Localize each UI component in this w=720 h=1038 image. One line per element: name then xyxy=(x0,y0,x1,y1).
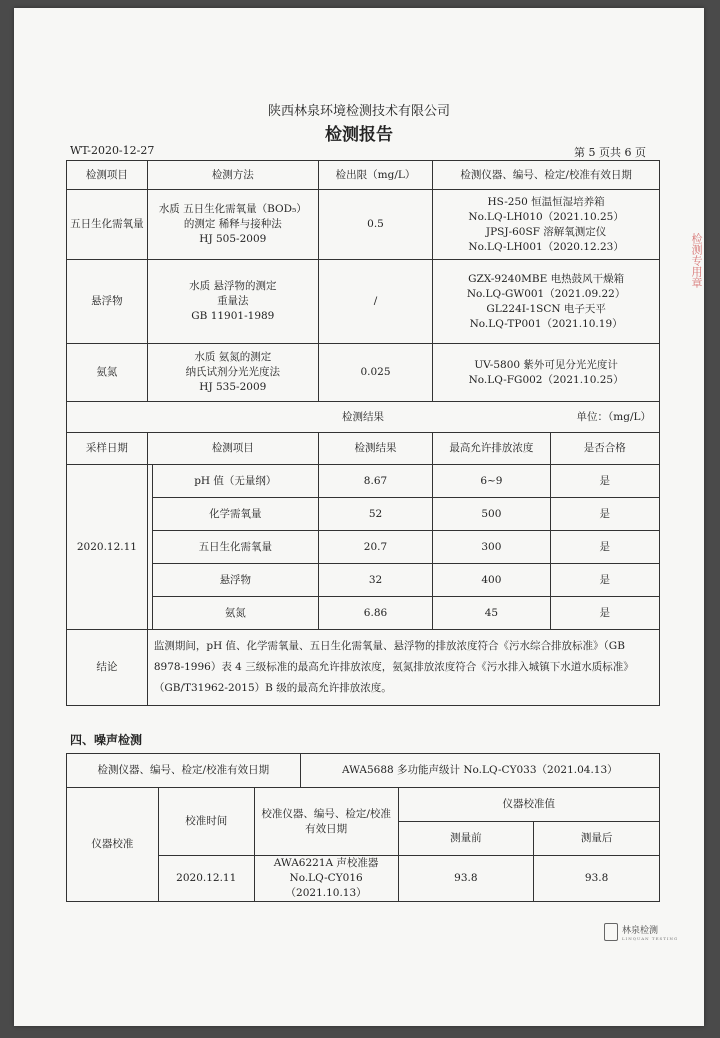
results-header-value: 检测结果 xyxy=(318,433,432,465)
result-value: 52 xyxy=(318,498,432,531)
methods-header-item: 检测项目 xyxy=(67,161,148,190)
seal-stamp: 检测专用章 xyxy=(690,233,703,288)
results-unit: 单位：（mg/L） xyxy=(576,411,651,423)
result-pass: 是 xyxy=(550,465,659,498)
logo-name: 林泉检测 xyxy=(622,926,659,936)
methods-header-limit: 检出限（mg/L） xyxy=(318,161,432,190)
document-page xyxy=(14,8,704,1026)
result-value: 32 xyxy=(318,564,432,597)
result-pass: 是 xyxy=(550,564,659,597)
result-item: 五日生化需氧量 xyxy=(152,531,318,564)
conclusion-label: 结论 xyxy=(67,630,148,706)
page-number: 第 5 页共 6 页 xyxy=(574,146,646,159)
result-item: 悬浮物 xyxy=(152,564,318,597)
calib-inst-label: 校准仪器、编号、检定/校准有效日期 xyxy=(254,788,398,856)
report-number: WT-2020-12-27 xyxy=(70,144,155,157)
result-limit: 6~9 xyxy=(433,465,550,498)
results-header-item: 检测项目 xyxy=(147,433,318,465)
logo-icon xyxy=(604,923,618,941)
result-pass: 是 xyxy=(550,498,659,531)
company-logo xyxy=(604,923,678,941)
conclusion-text: 监测期间，pH 值、化学需氧量、五日生化需氧量、悬浮物的排放浓度符合《污水综合排放标准》（GB 8978-1996）表 4 三级标准的最高允许排放浓度，氨氮排放浓度符合《污水排入城镇下水道水质标准》（GB/T31962-2015）B 级的最高允许排放浓度。 xyxy=(147,630,659,706)
result-item: pH 值（无量纲） xyxy=(152,465,318,498)
calib-instrument: AWA6221A 声校准器 No.LQ-CY016 （2021.10.13） xyxy=(254,856,398,902)
calib-time: 2020.12.11 xyxy=(158,856,254,902)
method-limit: 0.025 xyxy=(318,344,432,402)
calib-label: 仪器校准 xyxy=(67,788,159,902)
method-item: 氨氮 xyxy=(67,344,148,402)
noise-inst-label: 检测仪器、编号、检定/校准有效日期 xyxy=(67,754,301,788)
methods-results-table xyxy=(66,160,660,706)
before-label: 测量前 xyxy=(398,822,534,856)
calib-before: 93.8 xyxy=(398,856,534,902)
calib-value-label: 仪器校准值 xyxy=(398,788,659,822)
methods-header-instrument: 检测仪器、编号、检定/校准有效日期 xyxy=(433,161,660,190)
noise-inst-value: AWA5688 多功能声级计 No.LQ-CY033（2021.04.13） xyxy=(300,754,659,788)
after-label: 测量后 xyxy=(534,822,660,856)
result-value: 6.86 xyxy=(318,597,432,630)
result-limit: 500 xyxy=(433,498,550,531)
calib-time-label: 校准时间 xyxy=(158,788,254,856)
result-limit: 300 xyxy=(433,531,550,564)
method-item: 五日生化需氧量 xyxy=(67,190,148,260)
method-desc: 水质 五日生化需氧量（BOD₅） 的测定 稀释与接种法 HJ 505-2009 xyxy=(147,190,318,260)
method-desc: 水质 悬浮物的测定 重量法 GB 11901-1989 xyxy=(147,260,318,344)
method-limit: 0.5 xyxy=(318,190,432,260)
results-title: 检测结果 xyxy=(342,410,384,423)
result-pass: 是 xyxy=(550,597,659,630)
logo-subtitle: LINQUAN TESTING xyxy=(622,936,679,941)
method-instrument: UV-5800 紫外可见分光光度计 No.LQ-FG002（2021.10.25） xyxy=(433,344,660,402)
noise-table xyxy=(66,753,660,902)
calib-after: 93.8 xyxy=(534,856,660,902)
report-title: 检测报告 xyxy=(325,125,393,145)
method-item: 悬浮物 xyxy=(67,260,148,344)
results-header-limit: 最高允许排放浓度 xyxy=(433,433,550,465)
results-title-row xyxy=(67,402,660,433)
method-limit: / xyxy=(318,260,432,344)
sampling-date: 2020.12.11 xyxy=(67,465,148,630)
method-desc: 水质 氨氮的测定 纳氏试剂分光光度法 HJ 535-2009 xyxy=(147,344,318,402)
result-pass: 是 xyxy=(550,531,659,564)
method-instrument: HS-250 恒温恒湿培养箱 No.LQ-LH010（2021.10.25） JPSJ-60SF 溶解氧测定仪 No.LQ-LH001（2020.12.23） xyxy=(433,190,660,260)
results-header-date: 采样日期 xyxy=(67,433,148,465)
results-header-pass: 是否合格 xyxy=(550,433,659,465)
result-limit: 45 xyxy=(433,597,550,630)
result-item: 氨氮 xyxy=(152,597,318,630)
result-item: 化学需氧量 xyxy=(152,498,318,531)
methods-header-method: 检测方法 xyxy=(147,161,318,190)
result-value: 20.7 xyxy=(318,531,432,564)
method-instrument: GZX-9240MBE 电热鼓风干燥箱 No.LQ-GW001（2021.09.22） GL224I-1SCN 电子天平 No.LQ-TP001（2021.10.19） xyxy=(433,260,660,344)
section-noise-title: 四、噪声检测 xyxy=(70,733,143,747)
company-name: 陕西林泉环境检测技术有限公司 xyxy=(267,104,450,119)
result-limit: 400 xyxy=(433,564,550,597)
result-value: 8.67 xyxy=(318,465,432,498)
